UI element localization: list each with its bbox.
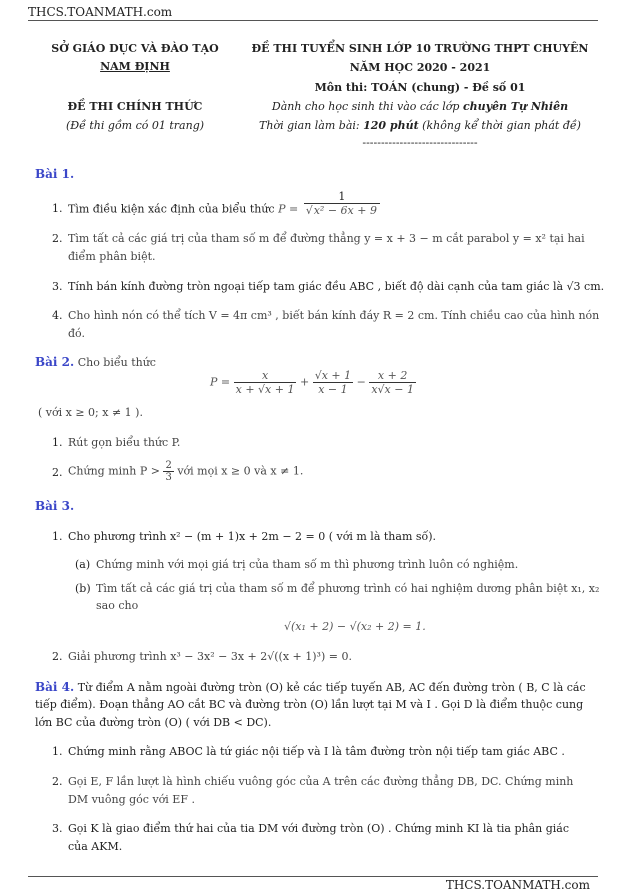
bai2-q2: Chứng minh P > $\frac{2}{3}$ với mọi x ≥ 0 và x ≠ 1. [68, 460, 304, 483]
bai3-qa: Chứng minh với mọi giá trị của tham số m thì phương trình luôn có nghiệm. [96, 558, 519, 571]
bai1-q2b: điểm phân biệt. [68, 250, 156, 263]
exam-title: ĐỀ THI TUYỂN SINH LỚP 10 TRƯỜNG THPT CHUYÊN [251, 42, 589, 55]
bai2-header: Bài 2. Cho biểu thức [35, 355, 156, 369]
exam-audience: Dành cho học sinh thi vào các lớp chuyên Tự Nhiên [271, 100, 569, 113]
exam-time: Thời gian làm bài: 120 phút (không kể thời gian phát đề) [259, 119, 581, 132]
exam-subject: Môn thi: TOÁN (chung) - Đề số 01 [314, 81, 526, 94]
bai1-q4a: Cho hình nón có thể tích V = 4π cm³ , biết bán kính đáy R = 2 cm. Tính chiều cao của hình nón [68, 309, 600, 322]
bai1-title: Bài 1. [35, 167, 75, 181]
header-divider [28, 20, 598, 21]
bai3-q1: Cho phương trình x² − (m + 1)x + 2m − 2 = 0 ( với m là tham số). [68, 530, 437, 543]
bai1-q4b: đó. [68, 327, 85, 340]
bai4-intro-c: lớn BC của đường tròn (O) ( với DB < DC). [35, 716, 272, 729]
bai1-q3: Tính bán kính đường tròn ngoại tiếp tam giác đều ABC , biết độ dài cạnh của tam giác là √3 cm. [68, 280, 605, 293]
bai3-qb-b: sao cho [96, 599, 139, 612]
exam-year: NĂM HỌC 2020 - 2021 [349, 61, 491, 74]
bai4-q2b: DM vuông góc với EF . [68, 793, 195, 806]
site-header: THCS.TOANMATH.com [28, 5, 173, 19]
header-dashes: ------------------------------- [362, 136, 478, 149]
dept-line1: SỞ GIÁO DỤC VÀ ĐÀO TẠO [51, 42, 219, 55]
bai1-q2a: Tìm tất cả các giá trị của tham số m để đường thẳng y = x + 3 − m cắt parabol y = x² tại hai [68, 232, 585, 245]
dept-line2: NAM ĐỊNH [100, 60, 170, 73]
official-label: ĐỀ THI CHÍNH THỨC [67, 100, 203, 113]
bai4-q2a: Gọi E, F lần lượt là hình chiếu vuông góc của A trên các đường thẳng DB, DC. Chứng minh [68, 775, 574, 788]
bai2-q1: Rút gọn biểu thức P. [68, 436, 181, 449]
bai4-q3a: Gọi K là giao điểm thứ hai của tia DM với đường tròn (O) . Chứng minh KI là tia phân giác [68, 822, 570, 835]
bai3-qb-a: Tìm tất cả các giá trị của tham số m để phương trình có hai nghiệm dương phân biệt x₁, x₂ [96, 582, 600, 595]
bai4-intro-b: tiếp điểm). Đoạn thẳng AO cắt BC và đường tròn (O) lần lượt tại M và I . Gọi D là điểm thuộc cung [35, 698, 584, 711]
footer-divider [28, 876, 598, 877]
bai3-title: Bài 3. [35, 499, 75, 513]
pages-note: (Đề thi gồm có 01 trang) [65, 119, 205, 132]
bai2-formula: P = $\frac{x}{x + √x + 1}$ + $\frac{√x + 1}{x - 1}$ − $\frac{x + 2}{x√x - 1}$ [210, 369, 414, 396]
bai4-intro-a: Bài 4. Từ điểm A nằm ngoài đường tròn (O) kẻ các tiếp tuyến AB, AC đến đường tròn ( B, C là các [35, 680, 586, 694]
site-footer: THCS.TOANMATH.com [445, 878, 590, 892]
bai3-q2: Giải phương trình x³ − 3x² − 3x + 2√((x + 1)³) = 0. [68, 650, 352, 663]
bai1-q1: Tìm điều kiện xác định của biểu thức P = $\frac{1}{\text{√x² − 6x + 9}}$ [68, 202, 380, 217]
bai4-q1: Chứng minh rằng ABOC là tứ giác nội tiếp và I là tâm đường tròn nội tiếp tam giác ABC . [68, 745, 565, 758]
bai3-qb-eq: √(x₁ + 2) − √(x₂ + 2) = 1. [284, 620, 426, 633]
bai4-q3b: của AKM. [68, 840, 123, 853]
bai2-condition: ( với x ≥ 0; x ≠ 1 ). [38, 406, 143, 419]
